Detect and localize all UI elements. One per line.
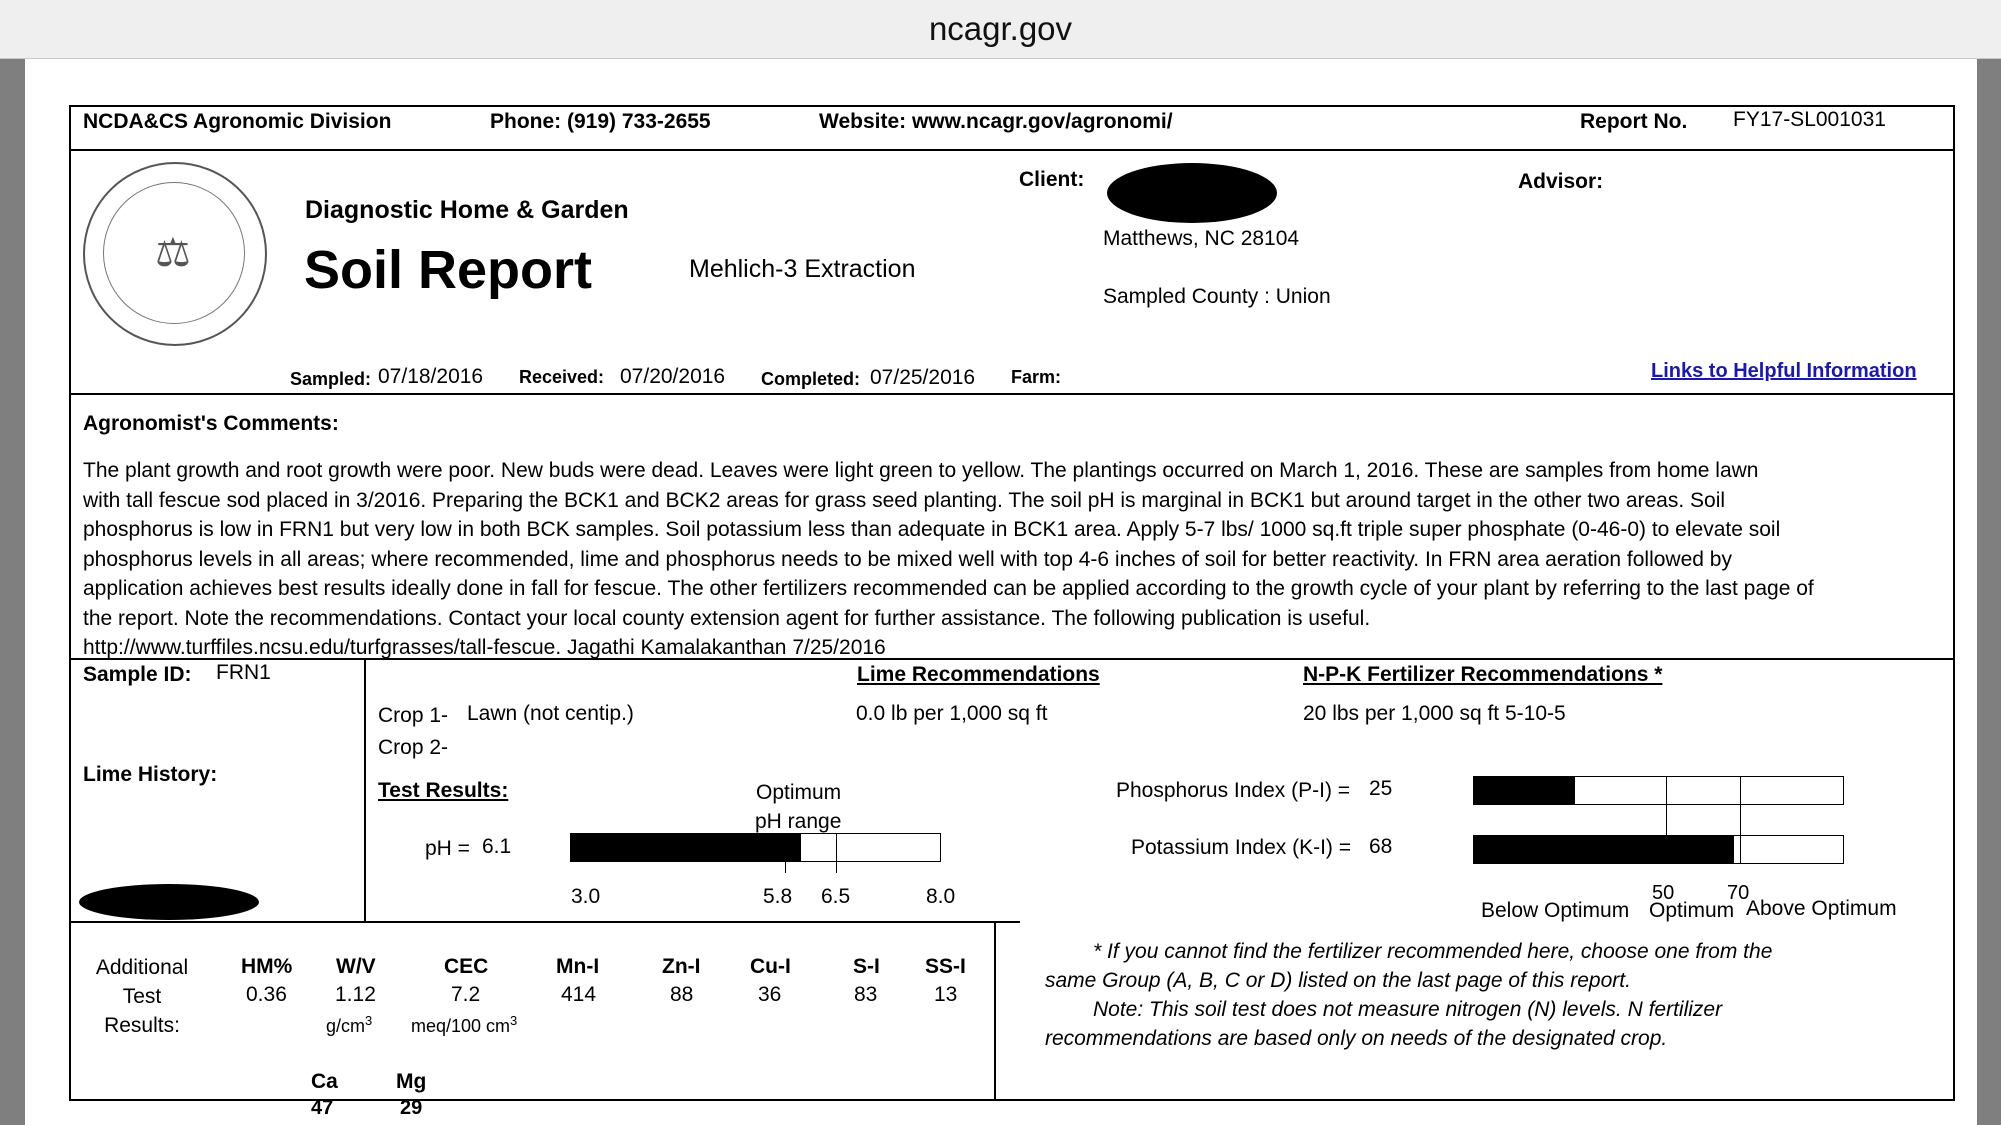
npk-rec-value: 20 lbs per 1,000 sq ft 5-10-5 [1303, 702, 1566, 725]
col-header-hm: HM% [241, 955, 293, 978]
ph-label: pH = [425, 837, 470, 860]
npk-rec-heading: N-P-K Fertilizer Recommendations * [1303, 663, 1663, 686]
col-header-mg: Mg [396, 1070, 427, 1093]
ph-scale-label: 8.0 [926, 885, 956, 908]
comment-line: http://www.turffiles.ncsu.edu/turfgrasses/tall-fescue. Jagathi Kamalakanthan 7/25/2016 [83, 636, 886, 659]
crop1-label: Crop 1- [378, 704, 449, 727]
col-value-mn: 414 [561, 983, 597, 1006]
col-header-zn: Zn-I [662, 955, 701, 978]
completed-date: 07/25/2016 [870, 366, 976, 389]
lime-rec-heading: Lime Recommendations [857, 663, 1100, 686]
completed-label: Completed: [761, 369, 860, 389]
report-no: FY17-SL001031 [1733, 108, 1886, 131]
col-value-ss: 13 [934, 983, 958, 1006]
lime-history-label: Lime History: [83, 763, 218, 786]
received-label: Received: [519, 367, 605, 387]
col-header-wv: W/V [336, 955, 376, 978]
report-no-label: Report No. [1580, 110, 1688, 133]
org-name: NCDA&CS Agronomic Division [83, 110, 392, 133]
above-optimum-label: Above Optimum [1746, 897, 1897, 920]
optimum-zone-label: Optimum [1649, 899, 1735, 922]
index-tick-50 [1666, 776, 1667, 864]
ph-tick-6-5 [836, 833, 837, 873]
additional-top-divider [69, 921, 1020, 923]
header-divider [69, 149, 1955, 151]
comment-line: the report. Note the recommendations. Contact your local county extension agent for further assistance. The following publication is useful. [83, 606, 1371, 630]
sampled-date: 07/18/2016 [378, 365, 484, 388]
col-value-zn: 88 [670, 983, 694, 1006]
sampled-county: Sampled County : Union [1103, 285, 1331, 308]
url-text: ncagr.gov [928, 10, 1073, 47]
col-header-ss: SS-I [925, 955, 966, 978]
sample-col-divider [364, 659, 366, 922]
ph-tick-5-8 [785, 833, 786, 873]
farm-label: Farm: [1011, 367, 1062, 387]
p-index-bar-fill [1474, 777, 1575, 804]
browser-address-bar[interactable] [0, 0, 2001, 59]
ph-bar [570, 833, 941, 862]
ph-value: 6.1 [482, 835, 512, 858]
index-tick-label: 70 [1727, 882, 1750, 904]
additional-label-line: Results: [104, 1014, 180, 1037]
below-optimum-label: Below Optimum [1481, 899, 1630, 922]
comments-body [83, 456, 1949, 663]
received-date: 07/20/2016 [620, 365, 726, 388]
ph-range-label: pH range [755, 810, 842, 833]
redacted-text [79, 884, 259, 920]
col-header-ca: Ca [311, 1070, 338, 1093]
index-tick-label: 50 [1652, 882, 1675, 904]
additional-label [87, 953, 197, 1040]
k-index-bar [1473, 835, 1844, 864]
additional-label-line: Test [122, 985, 162, 1008]
frame-right [1953, 105, 1955, 1101]
website: Website: www.ncagr.gov/agronomi/ [819, 110, 1173, 133]
ph-scale-label: 3.0 [571, 885, 601, 908]
ph-scale-label: 6.5 [821, 885, 851, 908]
crop2-label: Crop 2- [378, 736, 449, 759]
col-value-ca: 47 [311, 1097, 334, 1119]
sample-id: FRN1 [216, 661, 271, 684]
optimum-label: Optimum [756, 781, 842, 804]
sampled-label: Sampled: [290, 369, 372, 389]
index-tick-70 [1740, 776, 1741, 864]
p-index-value: 25 [1369, 777, 1393, 800]
frame-bottom [69, 1099, 1955, 1101]
col-header-cec: CEC [444, 955, 489, 978]
k-index-value: 68 [1369, 835, 1393, 858]
col-value-mg: 29 [400, 1097, 423, 1119]
client-city: Matthews, NC 28104 [1103, 227, 1300, 250]
frame-left [69, 105, 71, 1101]
unit-text: g/cm [326, 1016, 366, 1036]
additional-right-divider [994, 921, 996, 1101]
crop1-value: Lawn (not centip.) [467, 702, 634, 725]
note-line: same Group (A, B, C or D) listed on the last page of this report. [1045, 969, 1631, 992]
col-header-mn: Mn-I [556, 955, 600, 978]
page-title: Soil Report [304, 240, 593, 300]
col-value-hm: 0.36 [246, 983, 287, 1006]
col-header-cu: Cu-I [750, 955, 791, 978]
col-value-s: 83 [854, 983, 878, 1006]
lime-rec-value: 0.0 lb per 1,000 sq ft [856, 702, 1048, 725]
note-line: Note: This soil test does not measure nitrogen (N) levels. N fertilizer [1093, 998, 1723, 1021]
ncda-seal-logo [83, 162, 267, 346]
ph-bar-fill [571, 834, 801, 861]
p-index-label: Phosphorus Index (P-I) = [1116, 779, 1351, 802]
comment-line: The plant growth and root growth were poor. New buds were dead. Leaves were light green to yellow. The plantings occurred on March 1, 2016. These are samples from home lawn [83, 459, 1759, 482]
col-header-s: S-I [853, 955, 880, 978]
additional-label-line: Additional [95, 956, 189, 979]
col-unit-cec [411, 1013, 517, 1037]
unit-exponent: 3 [510, 1013, 518, 1028]
p-index-bar [1473, 776, 1844, 805]
report-page [25, 59, 1977, 1125]
note-line: * If you cannot find the fertilizer recommended here, choose one from the [1093, 940, 1773, 963]
comments-heading: Agronomist's Comments: [83, 412, 339, 435]
phone: Phone: (919) 733-2655 [490, 110, 711, 133]
ph-scale-label: 5.8 [763, 885, 793, 908]
note-line: recommendations are based only on needs of the designated crop. [1045, 1027, 1668, 1050]
sample-id-label: Sample ID: [83, 663, 192, 686]
col-unit-wv [326, 1013, 372, 1037]
report-subtitle: Diagnostic Home & Garden [305, 196, 629, 224]
redacted-client-name [1107, 163, 1277, 223]
k-index-bar-fill [1474, 836, 1734, 863]
extraction-method: Mehlich-3 Extraction [689, 255, 916, 283]
client-label: Client: [1019, 168, 1085, 191]
col-value-cec: 7.2 [451, 983, 481, 1006]
test-results-heading: Test Results: [378, 779, 509, 802]
seal-emblem-icon: ⚖ [155, 231, 191, 275]
unit-text: meq/100 cm [411, 1016, 511, 1036]
comment-line: application achieves best results ideally done in fall for fescue. The other fertilizers recommended can be applied according to the growth cycle of your plant by referring to the last page of [83, 577, 1814, 600]
comment-line: phosphorus levels in all areas; where recommended, lime and phosphorus needs to be mixed well with top 4-6 inches of soil for better reactivity. In FRN area aeration followed by [83, 547, 1732, 571]
helpful-links[interactable]: Links to Helpful Information [1651, 360, 1917, 382]
dates-divider [69, 393, 1955, 395]
k-index-label: Potassium Index (K-I) = [1131, 836, 1351, 859]
col-value-wv: 1.12 [335, 983, 376, 1006]
frame-top [69, 105, 1955, 107]
comment-line: phosphorus is low in FRN1 but very low in both BCK samples. Soil potassium less than adequate in BCK1 area. Apply 5-7 lbs/ 1000 sq.ft triple super phosphate (0-46-0) to elevate soil [83, 518, 1781, 541]
comment-line: with tall fescue sod placed in 3/2016. Preparing the BCK1 and BCK2 areas for grass seed planting. The soil pH is marginal in BCK1 but around target in the other two areas. Soil [83, 488, 1726, 512]
advisor-label: Advisor: [1518, 170, 1604, 193]
col-value-cu: 36 [758, 983, 782, 1006]
unit-exponent: 3 [365, 1013, 373, 1028]
